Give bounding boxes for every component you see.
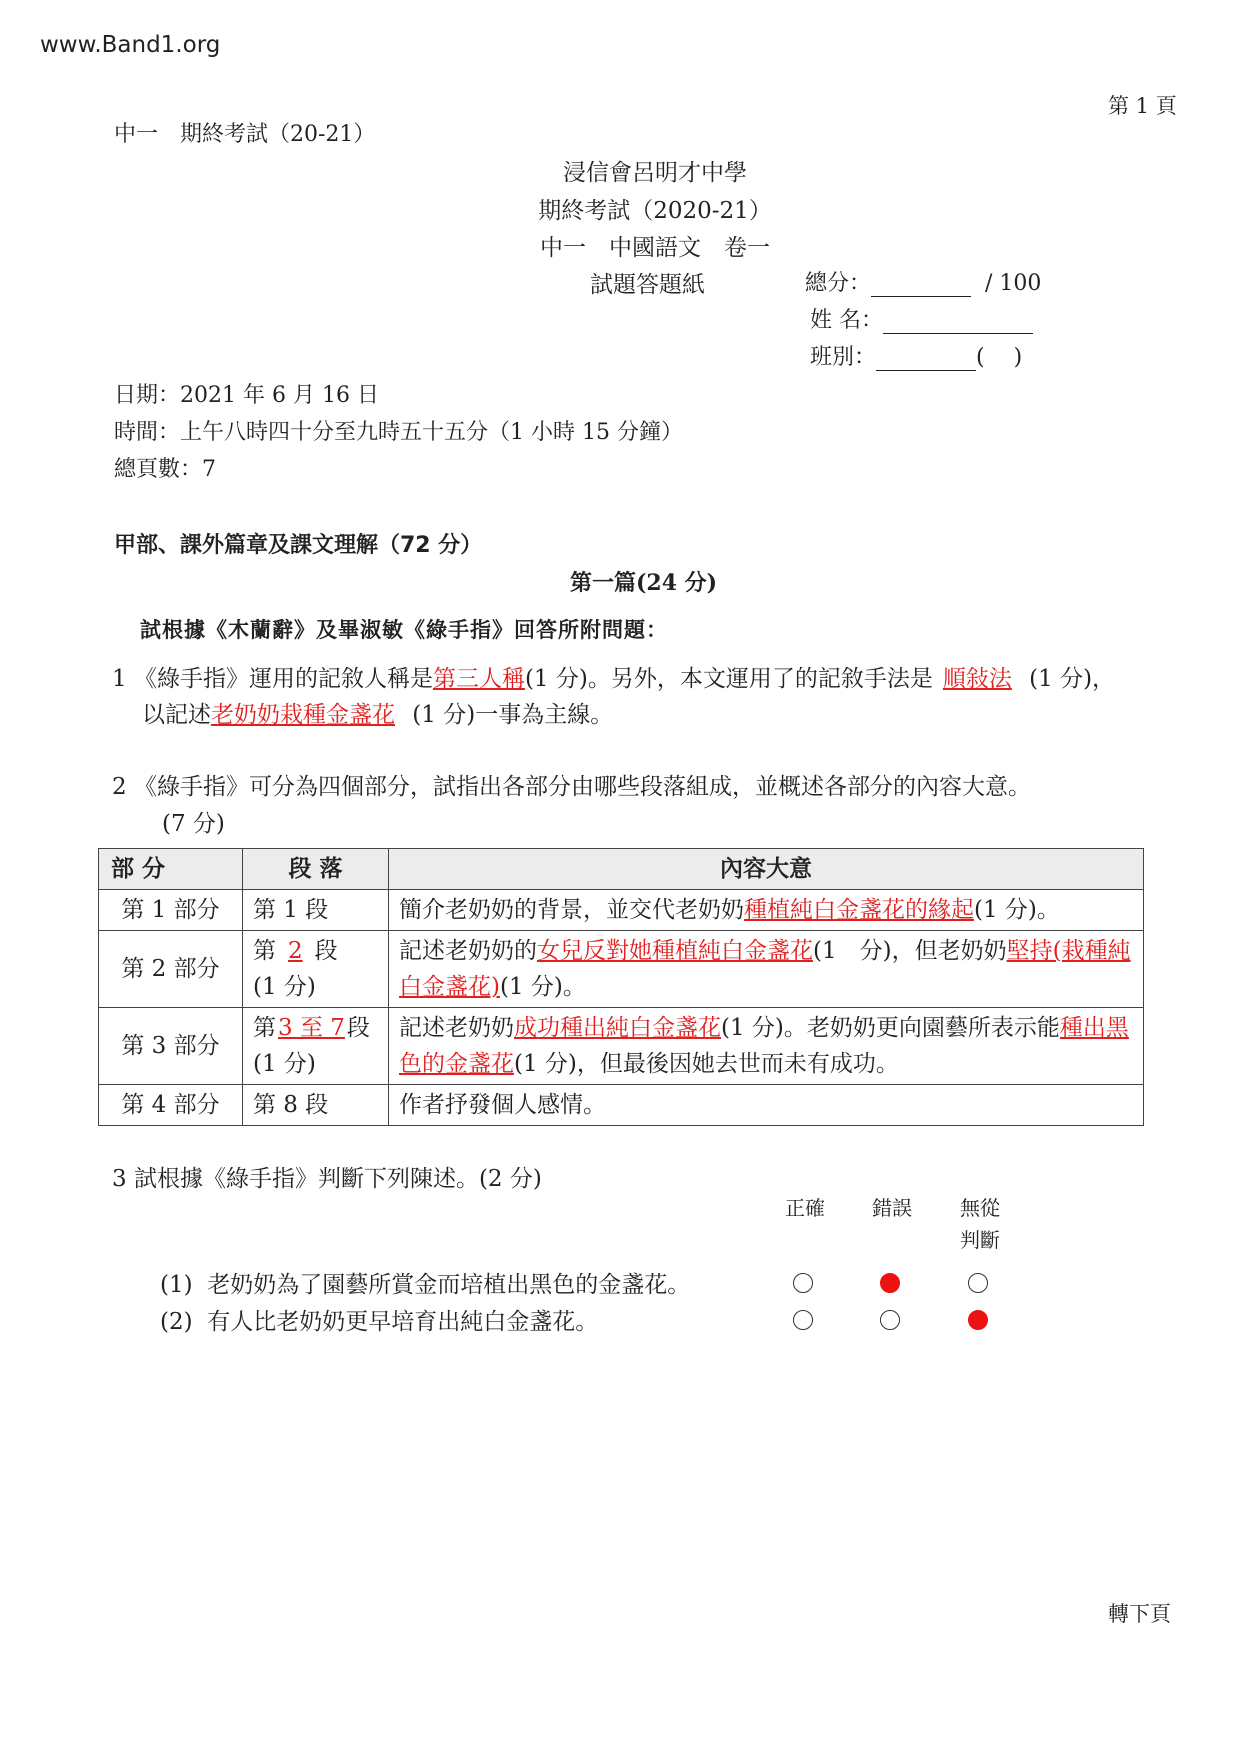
row-paragraph	[243, 1008, 389, 1085]
content-text: 記述老奶奶的	[399, 938, 537, 964]
row-content	[389, 1008, 1144, 1085]
para-mark: (1 分)	[253, 974, 316, 1000]
name-label: 姓 名：	[810, 308, 883, 333]
table-row	[99, 1085, 1144, 1126]
q1-answer-method: 順敍法	[942, 666, 1012, 692]
part-title: 第一篇(24 分)	[570, 570, 718, 596]
row-paragraph: 第 8 段	[243, 1085, 389, 1126]
content-answer: 種出黑色的金盞花	[399, 1015, 1129, 1077]
content-text: (1 分)。	[974, 897, 1060, 923]
content-text: (1 分)，但最後因她去世而未有成功。	[514, 1051, 899, 1077]
row-content: 作者抒發個人感情。	[389, 1085, 1144, 1126]
score-field	[805, 266, 1041, 297]
q1-number: 1	[112, 666, 127, 692]
parts-table	[98, 848, 1144, 1126]
option-unknown-line1: 無從	[960, 1196, 1000, 1220]
class-number[interactable]: ( )	[976, 345, 1023, 370]
row-content	[389, 890, 1144, 931]
class-blank[interactable]	[876, 348, 976, 371]
q1-text: 《綠手指》運用的記敘人稱是	[133, 666, 433, 692]
q1-answer-mainline: 老奶奶栽種金盞花	[211, 702, 395, 728]
score-total: / 100	[985, 271, 1042, 296]
option-true: 正確	[785, 1196, 825, 1220]
score-blank[interactable]	[871, 274, 971, 297]
q3-text: 試根據《綠手指》判斷下列陳述。(2 分)	[133, 1166, 542, 1192]
header-part: 部 分	[99, 849, 243, 890]
site-url[interactable]: www.Band1.org	[40, 32, 221, 58]
para-text: 第	[253, 1015, 276, 1041]
s2-option-true-radio[interactable]	[793, 1310, 813, 1330]
table-row	[99, 931, 1144, 1008]
q2-marks: (7 分)	[162, 811, 225, 837]
row-content	[389, 931, 1144, 1008]
q1-text: (1 分)一事為主線。	[405, 702, 614, 728]
subject-title: 中一 中國語文 卷一	[540, 235, 770, 261]
s1-option-false-radio[interactable]	[880, 1273, 900, 1293]
table-row	[99, 890, 1144, 931]
row-part: 第 4 部分	[99, 1085, 243, 1126]
q2-line1	[112, 768, 1031, 801]
content-answer: 種植純白金盞花的緣起	[744, 897, 974, 923]
para-text: 段	[346, 1015, 370, 1041]
page-number: 第 1 頁	[1108, 94, 1177, 118]
content-text: 記述老奶奶	[399, 1015, 514, 1041]
school-name: 浸信會呂明才中學	[563, 160, 747, 186]
s1-option-unknown-radio[interactable]	[968, 1273, 988, 1293]
class-label: 班別：	[810, 345, 877, 370]
content-answer: 堅持(栽種純白金盞花)	[399, 938, 1131, 1000]
option-false: 錯誤	[872, 1196, 912, 1220]
row-part: 第 3 部分	[99, 1008, 243, 1085]
q3-line	[112, 1160, 542, 1193]
para-mark: (1 分)	[253, 1051, 316, 1077]
para-text: 段	[314, 938, 338, 964]
class-field	[810, 340, 1022, 371]
statement-text: 有人比老奶奶更早培育出純白金盞花。	[207, 1309, 599, 1335]
header-paragraph: 段 落	[243, 849, 389, 890]
q3-number: 3	[112, 1166, 127, 1192]
content-text: (1 分)。老奶奶更向園藝所表示能	[721, 1015, 1060, 1041]
name-field	[810, 303, 1033, 334]
instruction: 試根據《木蘭辭》及畢淑敏《綠手指》回答所附問題：	[140, 617, 668, 642]
footer-next-page: 轉下頁	[1108, 1602, 1171, 1626]
q1-text: (1 分)。另外，本文運用了的記敘手法是	[524, 666, 933, 692]
q1-answer-narrator: 第三人稱	[432, 666, 525, 692]
paper-type: 試題答題紙	[590, 272, 705, 298]
q2-text: 《綠手指》可分為四個部分，試指出各部分由哪些段落組成，並概述各部分的內容大意。	[133, 774, 1031, 800]
header-content: 內容大意	[389, 849, 1144, 890]
header-left: 中一 期終考試（20-21）	[114, 122, 376, 147]
q2-number: 2	[112, 774, 127, 800]
statement-1	[160, 1266, 690, 1299]
q1-text: 以記述	[142, 702, 211, 728]
exam-date: 日期：2021 年 6 月 16 日	[114, 383, 379, 408]
page-count: 總頁數：7	[114, 457, 216, 482]
score-label: 總分：	[805, 271, 872, 296]
name-blank[interactable]	[883, 311, 1033, 334]
option-unknown-line2: 判斷	[960, 1228, 1000, 1252]
exam-time: 時間：上午八時四十分至九時五十五分（1 小時 15 分鐘）	[114, 420, 683, 445]
statement-number: (1)	[160, 1272, 193, 1298]
para-answer: 3 至 7	[278, 1015, 345, 1041]
exam-title: 期終考試（2020-21）	[538, 198, 772, 224]
statement-2	[160, 1303, 598, 1336]
row-paragraph: 第 1 段	[243, 890, 389, 931]
q1-line2	[142, 696, 613, 729]
statement-text: 老奶奶為了園藝所賞金而培植出黑色的金盞花。	[207, 1272, 691, 1298]
row-part: 第 2 部分	[99, 931, 243, 1008]
row-part: 第 1 部分	[99, 890, 243, 931]
content-text: 簡介老奶奶的背景，並交代老奶奶	[399, 897, 744, 923]
content-answer: 女兒反對她種植純白金盞花	[537, 938, 813, 964]
content-text: (1 分)。	[499, 974, 586, 1000]
table-header-row	[99, 849, 1144, 890]
s1-option-true-radio[interactable]	[793, 1273, 813, 1293]
statement-number: (2)	[160, 1309, 193, 1335]
para-text: 第	[253, 938, 276, 964]
s2-option-unknown-radio[interactable]	[968, 1310, 988, 1330]
para-answer: 2	[288, 938, 303, 964]
content-text: (1 分)，但老奶奶	[813, 938, 1007, 964]
content-answer: 成功種出純白金盞花	[514, 1015, 721, 1041]
section-title: 甲部、課外篇章及課文理解（72 分）	[114, 533, 483, 558]
q1-line1	[112, 660, 1115, 693]
q1-text: (1 分)，	[1021, 666, 1116, 692]
row-paragraph	[243, 931, 389, 1008]
s2-option-false-radio[interactable]	[880, 1310, 900, 1330]
table-row	[99, 1008, 1144, 1085]
